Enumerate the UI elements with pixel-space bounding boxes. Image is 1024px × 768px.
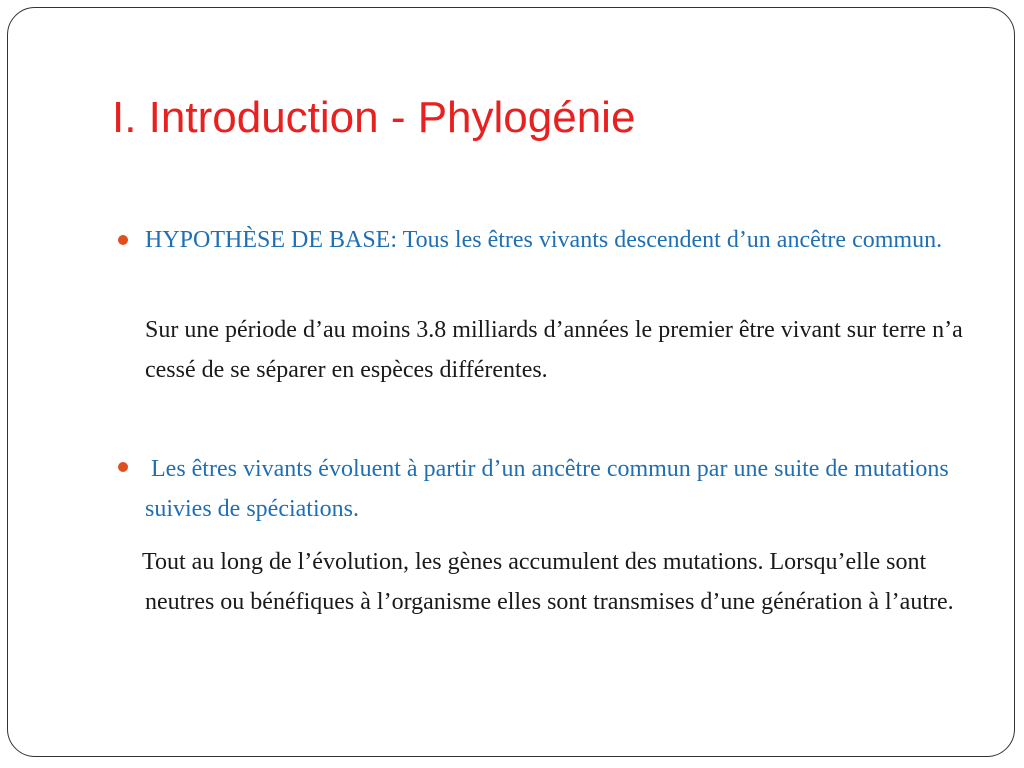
bullet-1-detail: Sur une période d’au moins 3.8 milliards d’années le premier être vivant sur terre n’a cessé de se séparer en espèces différentes. <box>145 317 963 383</box>
bullet-1-heading: HYPOTHÈSE DE BASE: Tous les êtres vivants descendent d’un ancêtre commun. <box>145 227 943 253</box>
bullet-dot-1 <box>118 235 128 245</box>
bullet-2-heading: Les êtres vivants évoluent à partir d’un ancêtre commun par une suite de mutations suivies de spéciations. <box>145 456 949 522</box>
bullet-dot-2 <box>118 462 128 472</box>
slide <box>7 7 1015 757</box>
bullet-2-detail: Tout au long de l’évolution, les gènes accumulent des mutations. Lorsqu’elle sont neutres ou bénéfiques à l’organisme elles sont transmises d’une génération à l’autre. <box>142 549 954 615</box>
slide-title: I. Introduction - Phylogénie <box>112 93 636 142</box>
